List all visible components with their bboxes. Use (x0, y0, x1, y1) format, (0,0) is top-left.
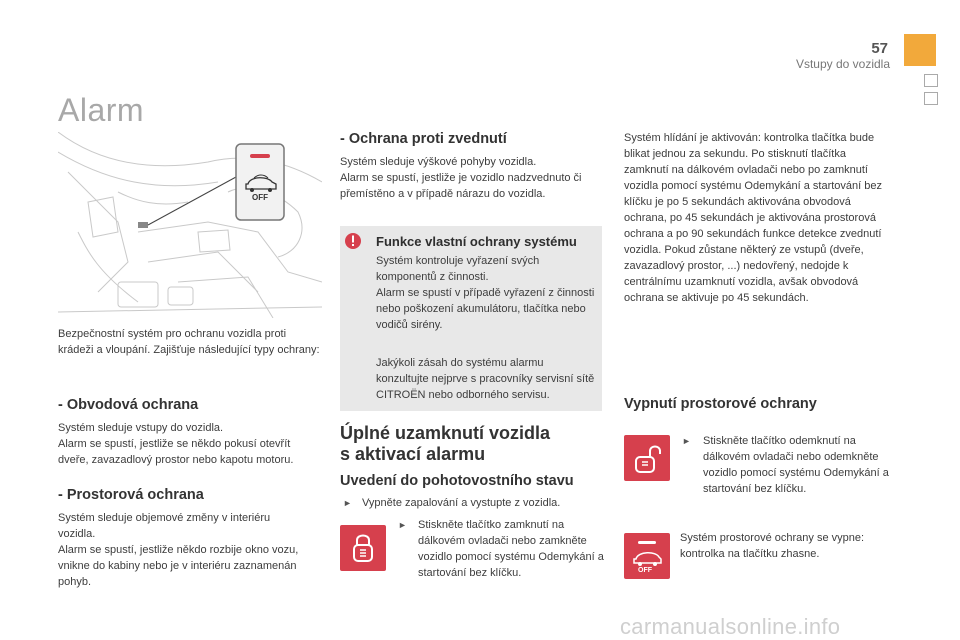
self-protection-box (340, 226, 602, 411)
bullet-arrow-icon: ► (398, 520, 407, 530)
lift-heading: - Ochrana proti zvednutí (340, 131, 507, 147)
volumetric-heading: - Prostorová ochrana (58, 487, 204, 503)
lift-line2: Alarm se spustí, jestliže je vozidlo nadzvednuto či přemístěno a v případě nárazu do vozidla. (340, 172, 582, 200)
full-lock-heading (340, 423, 550, 465)
lift-text (340, 154, 602, 202)
disable-heading: Vypnutí prostorové ochrany (624, 396, 817, 412)
dashboard-illustration (58, 132, 322, 318)
page-title: Alarm (58, 92, 145, 128)
alarm-off-button-icon (624, 533, 670, 579)
lock-button-icon (340, 525, 386, 571)
lift-line1: Systém sleduje výškové pohyby vozidla. (340, 156, 537, 168)
self-protection-text (376, 253, 596, 333)
off-label: OFF (638, 567, 652, 574)
perimeter-line2: Alarm se spustí, jestliže se někdo pokusí otevřít dveře, zavazadlový prostor nebo kapotu motoru. (58, 438, 294, 466)
off-label: OFF (252, 193, 268, 202)
standby-step2: Stiskněte tlačítko zamknutí na dálkovém ovladači nebo zamkněte vozidlo pomocí systému Odemykání a startování bez klíčku. (418, 519, 604, 579)
bullet-arrow-icon: ► (682, 436, 691, 446)
volumetric-text (58, 510, 308, 590)
activation-text: Systém hlídání je aktivován: kontrolka tlačítka bude blikat jednou za sekundu. Po stisknutí tlačítka zamknutí na dálkovém ovladači nebo po zamknutí vozidla pomocí systému Odemykání a startování bez klíčku je po 5 sekundách aktivována obvodová ochrana, po 45 sekundách je aktivována prostorová ochrana a po 90 sekundách funkce detekce zvednutí vozidla. Pokud zůstane některý ze vstupů (dveře, zavazadlový prostor, ...) nedovřený, nedojde k centrálnímu uzamknutí vozidla, avšak obvodová ochrana se aktivuje po 45 sekundách. (624, 132, 883, 304)
intro-text: Bezpečnostní systém pro ochranu vozidla proti krádeži a vloupání. Zajišťuje následující typy ochrany: (58, 328, 320, 356)
bullet-arrow-icon: ► (343, 498, 352, 508)
self-protection-p1a: Systém kontroluje vyřazení svých komponentů z činnosti. (376, 255, 540, 283)
perimeter-heading: - Obvodová ochrana (58, 397, 199, 413)
chapter-tab (924, 92, 938, 105)
page-number: 57 (871, 40, 888, 57)
full-lock-heading-line2: s aktivací alarmu (340, 444, 486, 464)
chapter-tab (924, 74, 938, 87)
warning-icon (344, 232, 362, 250)
disable-result: Systém prostorové ochrany se vypne: kontrolka na tlačítku zhasne. (680, 532, 865, 560)
standby-subheading: Uvedení do pohotovostního stavu (340, 473, 574, 489)
watermark: carmanualsonline.info (620, 614, 841, 639)
volumetric-line2: Alarm se spustí, jestliže někdo rozbije okno vozu, vnikne do kabiny nebo je v interiéru zaznamenán pohyb. (58, 544, 299, 588)
volumetric-line1: Systém sleduje objemové změny v interiéru vozidla. (58, 512, 271, 540)
perimeter-text (58, 420, 320, 468)
standby-step1: Vypněte zapalování a vystupte z vozidla. (362, 497, 561, 509)
self-protection-heading: Funkce vlastní ochrany systému (376, 234, 577, 249)
unlock-button-icon (624, 435, 670, 481)
full-lock-heading-line1: Úplné uzamknutí vozidla (340, 423, 551, 443)
self-protection-p2: Jakýkoli zásah do systému alarmu konzultujte nejprve s pracovníky servisní sítě CITROËN nebo odborného servisu. (376, 357, 595, 401)
section-title: Vstupy do vozidla (795, 57, 890, 71)
self-protection-p1b: Alarm se spustí v případě vyřazení z činnosti nebo poškození akumulátoru, tlačítka nebo vodičů sirény. (376, 287, 595, 331)
perimeter-line1: Systém sleduje vstupy do vozidla. (58, 422, 224, 434)
chapter-tab-active (904, 34, 936, 66)
disable-step: Stiskněte tlačítko odemknutí na dálkovém ovladači nebo odemkněte vozidlo pomocí systému Odemykání a startování bez klíčku. (703, 435, 889, 495)
